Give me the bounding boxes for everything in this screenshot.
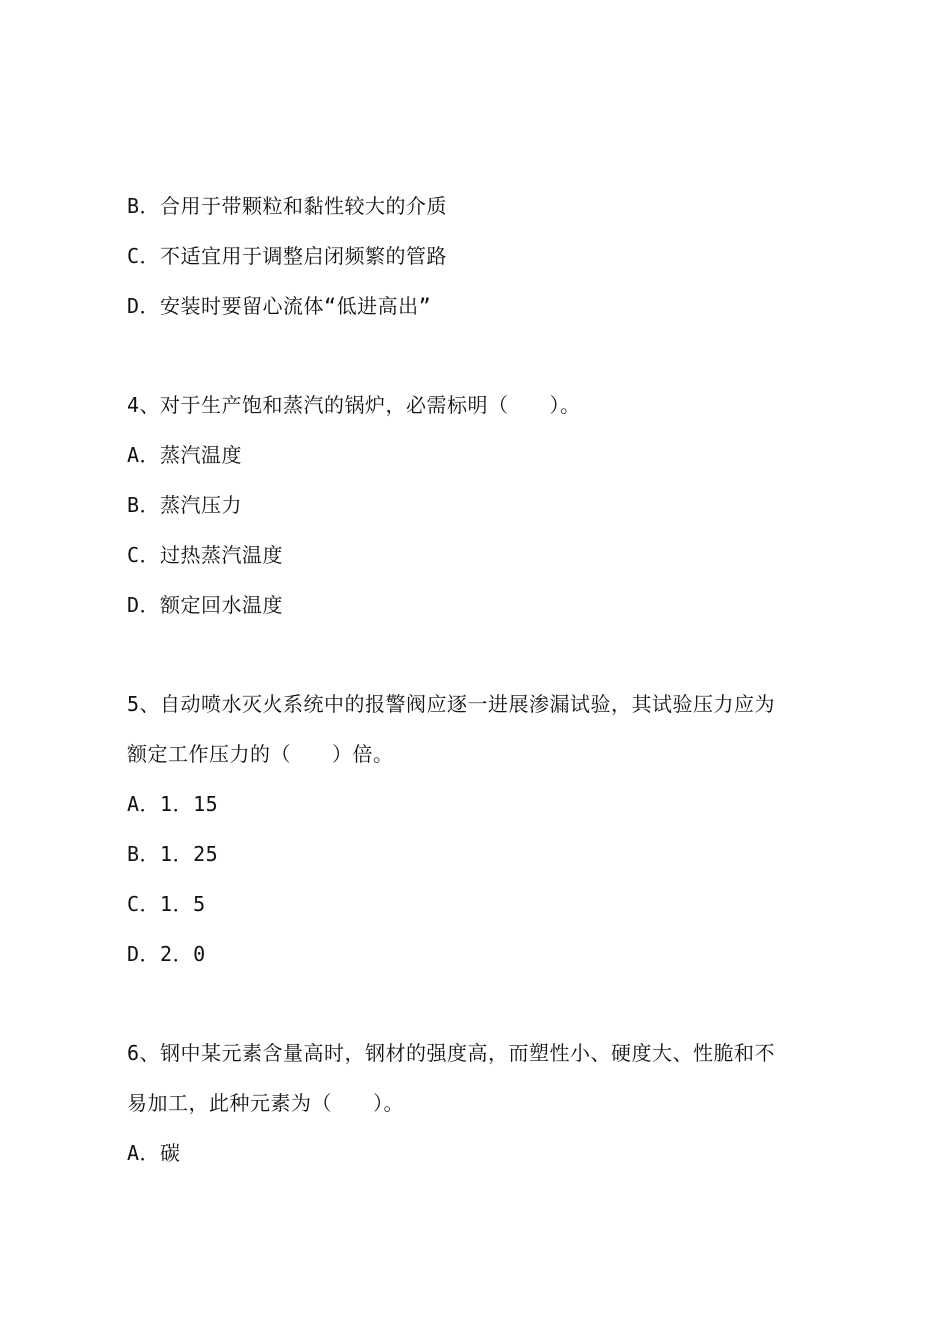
q5-option-a: A．1．15 <box>127 792 219 816</box>
question-4-stem: 4、对于生产饱和蒸汽的锅炉，必需标明（ ）。 <box>127 393 581 417</box>
q4-option-d: D．额定回水温度 <box>127 593 284 617</box>
q4-option-c: C．过热蒸汽温度 <box>127 543 284 567</box>
option-b: B．合用于带颗粒和黏性较大的介质 <box>127 194 448 218</box>
question-6-stem-line-1: 6、钢中某元素含量高时，钢材的强度高，而塑性小、硬度大、性脆和不 <box>127 1041 776 1065</box>
q5-option-b: B．1．25 <box>127 842 219 866</box>
q5-option-d: D．2．0 <box>127 942 206 966</box>
option-d: D．安装时要留心流体“低进高出” <box>127 294 432 318</box>
question-5-stem-line-2: 额定工作压力的（ ）倍。 <box>127 742 394 766</box>
q5-option-c: C．1．5 <box>127 892 206 916</box>
option-c: C．不适宜用于调整启闭频繁的管路 <box>127 244 448 268</box>
q6-option-a: A．碳 <box>127 1141 181 1165</box>
q4-option-a: A．蒸汽温度 <box>127 443 243 467</box>
q4-option-b: B．蒸汽压力 <box>127 493 243 517</box>
question-5-stem-line-1: 5、自动喷水灭火系统中的报警阀应逐一进展渗漏试验，其试验压力应为 <box>127 692 776 716</box>
question-6-stem-line-2: 易加工，此种元素为（ ）。 <box>127 1091 404 1115</box>
